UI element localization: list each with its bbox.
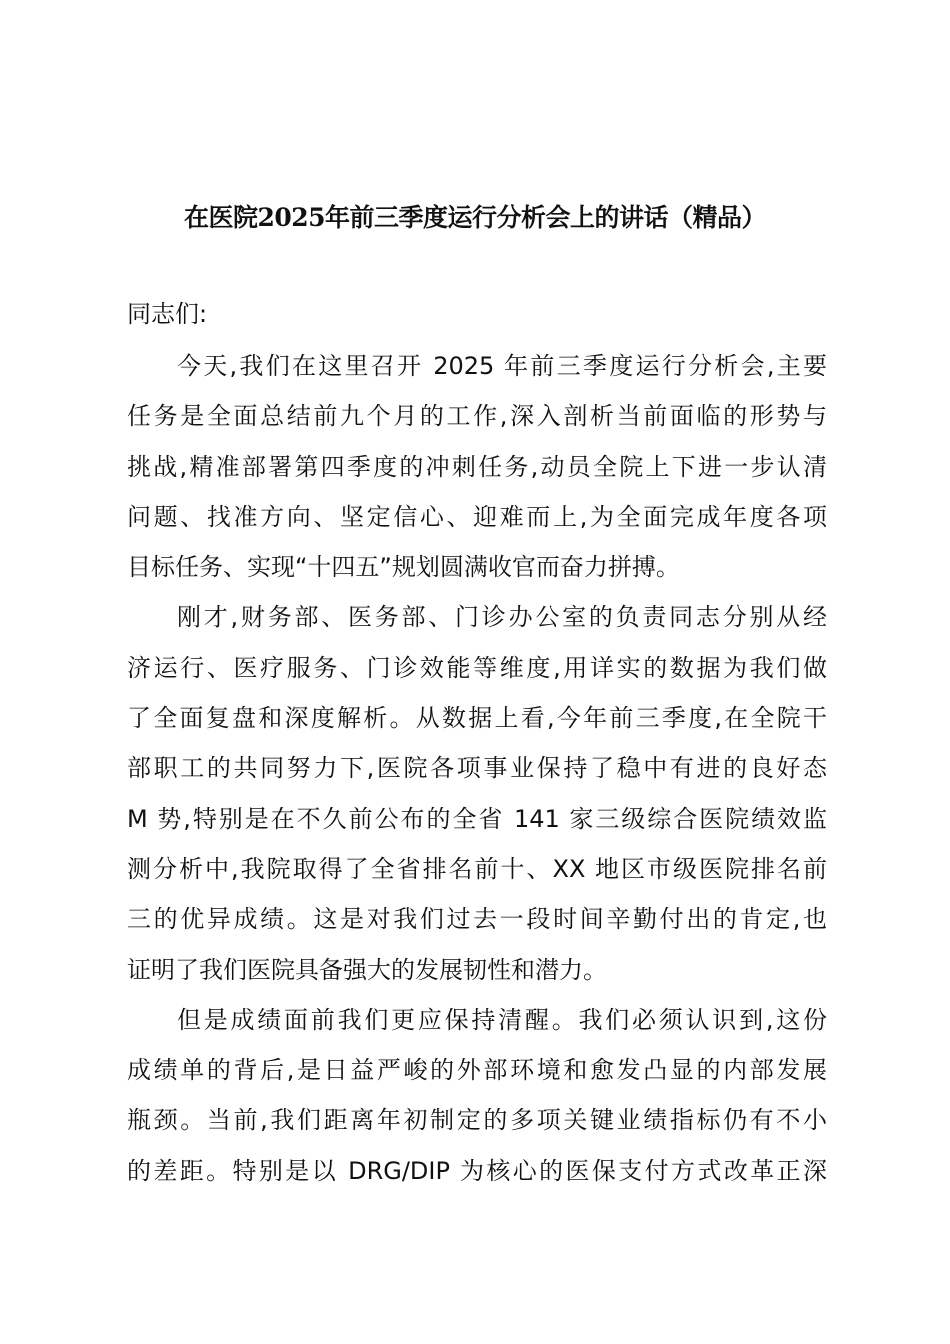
paragraphs — [127, 348, 827, 1203]
text-line: 济运行、医疗服务、门诊效能等维度,用详实的数据为我们做 — [127, 653, 827, 682]
text-line: 瓶颈。当前,我们距离年初制定的多项关键业绩指标仍有不小 — [127, 1106, 827, 1135]
text-line: 任务是全面总结前九个月的工作,深入剖析当前面临的形势与 — [127, 402, 827, 431]
text-line: 但是成绩面前我们更应保持清醒。我们必须认识到,这份 — [177, 1005, 827, 1034]
text-line: M 势,特别是在不久前公布的全省 141 家三级综合医院绩效监 — [127, 804, 827, 833]
paragraph — [127, 348, 827, 599]
text-line: 三的优异成绩。这是对我们过去一段时间辛勤付出的肯定,也 — [127, 905, 827, 934]
document-title: 在医院2025年前三季度运行分析会上的讲话（精品） — [183, 203, 767, 232]
paragraph — [127, 1002, 827, 1203]
text-line: 的差距。特别是以 DRG/DIP 为核心的医保支付方式改革正深 — [127, 1156, 827, 1185]
text-line: 证明了我们医院具备强大的发展韧性和潜力。 — [127, 955, 607, 984]
paragraph — [127, 599, 827, 1001]
text-line: 目标任务、实现“十四五”规划圆满收官而奋力拼搏。 — [127, 553, 680, 582]
text-line: 刚才,财务部、医务部、门诊办公室的负责同志分别从经 — [177, 603, 827, 632]
text-line: 成绩单的背后,是日益严峻的外部环境和愈发凸显的内部发展 — [127, 1056, 827, 1085]
text-line: 了全面复盘和深度解析。从数据上看,今年前三季度,在全院干 — [127, 704, 827, 733]
document-body — [127, 296, 827, 1203]
text-line: 今天,我们在这里召开 2025 年前三季度运行分析会,主要 — [177, 352, 827, 380]
text-line: 挑战,精准部署第四季度的冲刺任务,动员全院上下进一步认清 — [127, 452, 827, 481]
text-line: 测分析中,我院取得了全省排名前十、XX 地区市级医院排名前 — [127, 854, 827, 883]
salutation: 同志们: — [127, 300, 208, 328]
text-line: 问题、找准方向、坚定信心、迎难而上,为全面完成年度各项 — [127, 502, 827, 531]
text-line: 部职工的共同努力下,医院各项事业保持了稳中有进的良好态 — [127, 754, 827, 783]
